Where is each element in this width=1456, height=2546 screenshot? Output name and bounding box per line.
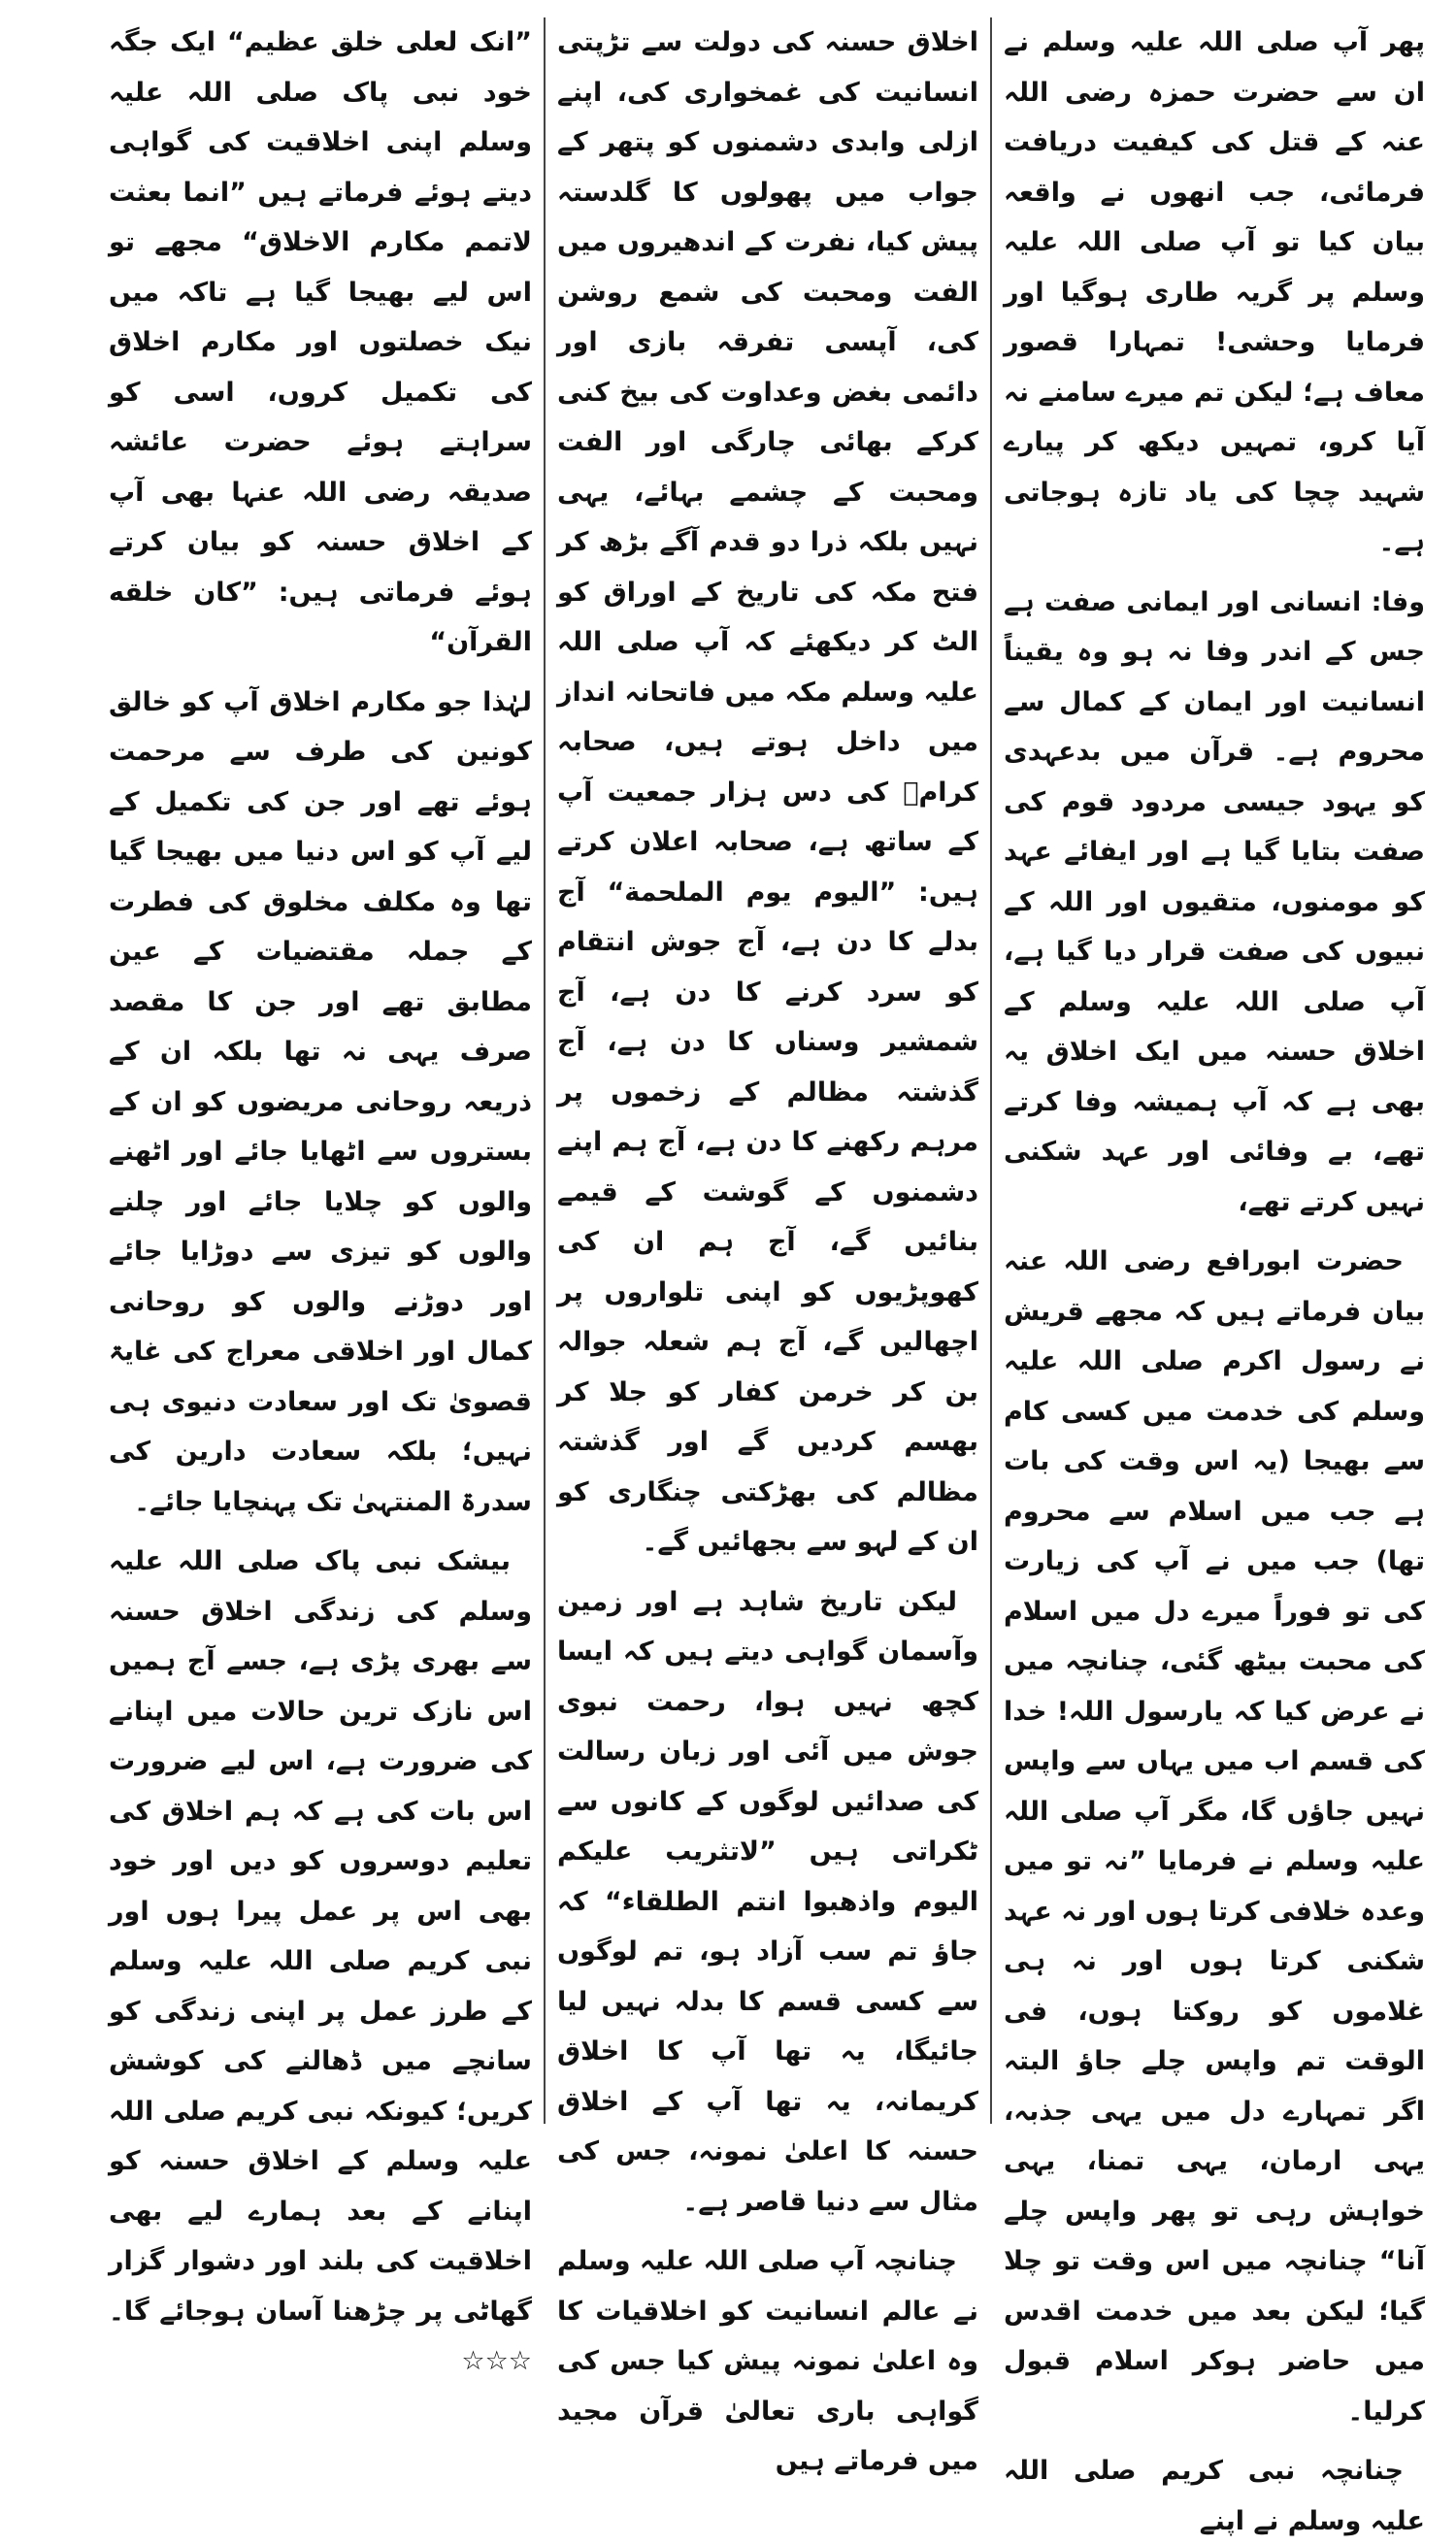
- paragraph: پھر آپ صلی اللہ علیہ وسلم نے ان سے حضرت حمزہ رضی اللہ عنہ کے قتل کی کیفیت دریافت فرمائی، جب انھوں نے واقعہ بیان کیا تو آپ صلی اللہ علیہ وسلم پر گریہ طاری ہوگیا اور فرمایا وحشی! تمہارا قصور معاف ہے؛ لیکن تم میرے سامنے نہ آیا کرو، تمہیں دیکھ کر پیارے شہید چچا کی یاد تازہ ہوجاتی ہے۔: [1004, 27, 1425, 557]
- paragraph: وفا: انسانی اور ایمانی صفت ہے جس کے اندر وفا نہ ہو وہ یقیناً انسانیت اور ایمان کے کمال سے محروم ہے۔ قرآن میں بدعہدی کو یہود جیسی مردود قوم کی صفت بتایا گیا ہے اور ایفائے عہد کو مومنوں، متقیوں اور اللہ کے نبیوں کی صفت قرار دیا گیا ہے، آپ صلی اللہ علیہ وسلم کے اخلاق حسنہ میں ایک اخلاق یہ بھی ہے کہ آپ ہمیشہ وفا کرتے تھے، بے وفائی اور عہد شکنی نہیں کرتے تھے،: [1004, 586, 1425, 1217]
- paragraph: چنانچہ آپ صلی اللہ علیہ وسلم نے عالم انسانیت کو اخلاقیات کا وہ اعلیٰ نمونہ پیش کیا جس کی گواہی باری تعالیٰ قرآن مجید میں فرماتے ہیں: [557, 2246, 978, 2476]
- paragraph: بیشک نبی پاک صلی اللہ علیہ وسلم کی زندگی اخلاق حسنہ سے بھری پڑی ہے، جسے آج ہمیں اس نازک ترین حالات میں اپنانے کی ضرورت ہے، اس لیے ضرورت اس بات کی ہے کہ ہم اخلاق کی تعلیم دوسروں کو دیں اور خود بھی اس پر عمل پیرا ہوں اور نبی کریم صلی اللہ علیہ وسلم کے طرز عمل پر اپنی زندگی کو سانچے میں ڈھالنے کی کوشش کریں؛ کیونکہ نبی کریم صلی اللہ علیہ وسلم کے اخلاق حسنہ کو اپنانے کے بعد ہمارے لیے بھی اخلاقیت کی بلند اور دشوار گزار گھاٹی پر چڑھنا آسان ہوجائے گا۔ ☆☆☆: [109, 1546, 532, 2376]
- paragraph: حضرت ابورافع رضی اللہ عنہ بیان فرماتے ہیں کہ مجھے قریش نے رسول اکرم صلی اللہ علیہ وسلم کی خدمت میں کسی کام سے بھیجا (یہ اس وقت کی بات ہے جب میں اسلام سے محروم تھا) جب میں نے آپ کی زیارت کی تو فوراً میرے دل میں اسلام کی محبت بیٹھ گئی، چنانچہ میں نے عرض کیا کہ یارسول اللہ! خدا کی قسم اب میں یہاں سے واپس نہیں جاؤں گا، مگر آپ صلی اللہ علیہ وسلم نے فرمایا ”نہ تو میں وعدہ خلافی کرتا ہوں اور نہ عہد شکنی کرتا ہوں اور نہ ہی غلاموں کو روکتا ہوں، فی الوقت تم واپس چلے جاؤ البتہ اگر تمہارے دل میں یہی جذبہ، یہی ارمان، یہی تمنا، یہی خواہش رہی تو پھر واپس چلے آنا“ چنانچہ میں اس وقت تو چلا گیا؛ لیکن بعد میں خدمت اقدس میں حاضر ہوکر اسلام قبول کرلیا۔: [1004, 1246, 1425, 2427]
- paragraph: اخلاق حسنہ کی دولت سے تڑپتی انسانیت کی غمخواری کی، اپنے ازلی وابدی دشمنوں کو پتھر کے جواب میں پھولوں کا گلدستہ پیش کیا، نفرت کے اندھیروں میں الفت ومحبت کی شمع روشن کی، آپسی تفرقہ بازی اور دائمی بغض وعداوت کی بیخ کنی کرکے بھائی چارگی اور الفت ومحبت کے چشمے بہائے، یہی نہیں بلکہ ذرا دو قدم آگے بڑھ کر فتح مکہ کی تاریخ کے اوراق کو الٹ کر دیکھئے کہ آپ صلی اللہ علیہ وسلم مکہ میں فاتحانہ انداز میں داخل ہوتے ہیں، صحابہ کرامؓ کی دس ہزار جمعیت آپ کے ساتھ ہے، صحابہ اعلان کرتے ہیں: ”الیوم یوم الملحمة“ آج بدلے کا دن ہے، آج جوش انتقام کو سرد کرنے کا دن ہے، آج شمشیر وسناں کا دن ہے، آج گذشتہ مظالم کے زخموں پر مرہم رکھنے کا دن ہے، آج ہم اپنے دشمنوں کے گوشت کے قیمے بنائیں گے، آج ہم ان کی کھوپڑیوں کو اپنی تلواروں پر اچھالیں گے، آج ہم شعلہ جوالہ بن کر خرمن کفار کو جلا کر بھسم کردیں گے اور گذشتہ مظالم کی بھڑکتی چنگاری کو ان کے لہو سے بجھائیں گے۔: [557, 27, 978, 1557]
- text-column-left: [97, 17, 544, 2376]
- paragraph: لہٰذا جو مکارم اخلاق آپ کو خالق کونین کی طرف سے مرحمت ہوئے تھے اور جن کی تکمیل کے لیے آپ کو اس دنیا میں بھیجا گیا تھا وہ مکلف مخلوق کی فطرت کے جملہ مقتضیات کے عین مطابق تھے اور جن کا مقصد صرف یہی نہ تھا بلکہ ان کے ذریعہ روحانی مریضوں کو ان کے بستروں سے اٹھایا جائے اور اٹھنے والوں کو چلایا جائے اور چلنے والوں کو تیزی سے دوڑایا جائے اور دوڑنے والوں کو روحانی کمال اور اخلاقی معراج کی غایۃ قصویٰ تک اور سعادت دنیوی ہی نہیں؛ بلکہ سعادت دارین کی سدرۃ المنتہیٰ تک پہنچایا جائے۔: [109, 686, 532, 1517]
- paragraph: چنانچہ نبی کریم صلی اللہ علیہ وسلم نے اپنے: [1004, 2456, 1425, 2536]
- article-page: [19, 17, 1437, 2536]
- text-column-right: [990, 17, 1437, 2536]
- paragraph: لیکن تاریخ شاہد ہے اور زمین وآسمان گواہی دیتے ہیں کہ ایسا کچھ نہیں ہوا، رحمت نبوی جوش میں آئی اور زبان رسالت کی صدائیں لوگوں کے کانوں سے ٹکراتی ہیں ”لاتثریب علیکم الیوم واذھبوا انتم الطلقاء“ کہ جاؤ تم سب آزاد ہو، تم لوگوں سے کسی قسم کا بدلہ نہیں لیا جائیگا، یہ تھا آپ کا اخلاق کریمانہ، یہ تھا آپ کے اخلاق حسنہ کا اعلیٰ نمونہ، جس کی مثال سے دنیا قاصر ہے۔: [557, 1586, 978, 2217]
- text-column-middle: [544, 17, 990, 2476]
- paragraph: ”انک لعلی خلق عظیم“ ایک جگہ خود نبی پاک صلی اللہ علیہ وسلم اپنی اخلاقیت کی گواہی دیتے ہوئے فرماتے ہیں ”انما بعثت لاتمم مکارم الاخلاق“ مجھے تو اس لیے بھیجا گیا ہے تاکہ میں نیک خصلتوں اور مکارم اخلاق کی تکمیل کروں، اسی کو سراہتے ہوئے حضرت عائشہ صدیقہ رضی اللہ عنہا بھی آپ کے اخلاق حسنہ کو بیان کرتے ہوئے فرماتی ہیں: ”کان خلقه القرآن“: [109, 27, 532, 657]
